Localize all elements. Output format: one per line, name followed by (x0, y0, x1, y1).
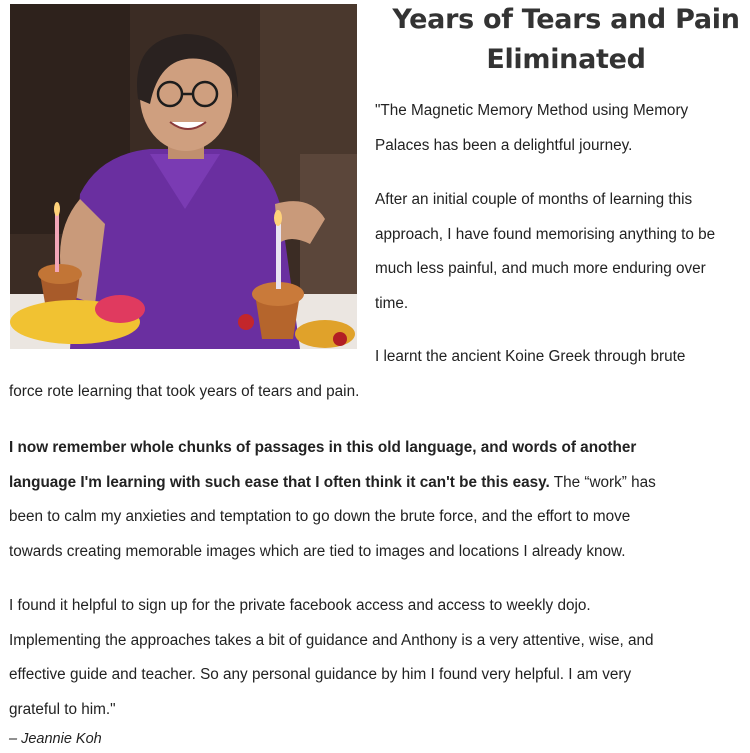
testimonial-signature: – Jeannie Koh (9, 731, 102, 747)
paragraph-4-line-4: towards creating memorable images which are tied to images and locations I already know. (9, 542, 626, 560)
paragraph-2-line-4: time. (375, 294, 409, 312)
paragraph-1-line-1: "The Magnetic Memory Method using Memory (375, 102, 689, 119)
photo-illustration (10, 4, 357, 349)
testimonial-paragraph-1 (375, 94, 688, 163)
paragraph-5-line-4: grateful to him." (9, 700, 116, 718)
paragraph-5-line-2: Implementing the approaches takes a bit of guidance and Anthony is a very attentive, wise, and (9, 631, 654, 649)
paragraph-4-line-3: been to calm my anxieties and temptation to go down the brute force, and the effort to move (9, 508, 631, 525)
testimonial-paragraph-5 (9, 589, 654, 727)
paragraph-5-line-1: I found it helpful to sign up for the private facebook access and access to weekly dojo. (9, 597, 591, 614)
paragraph-2-line-3: much less painful, and much more enduring over (375, 260, 706, 277)
paragraph-4-bold-line-2: language I'm learning with such ease that I often think it can't be this easy. (9, 473, 550, 491)
paragraph-1-line-2: Palaces has been a delightful journey. (375, 136, 633, 154)
page-title (380, 0, 750, 80)
paragraph-2-line-1: After an initial couple of months of learning this (375, 191, 693, 208)
testimonial-paragraph-2 (375, 183, 715, 321)
paragraph-3-line-1: I learnt the ancient Koine Greek through brute (375, 348, 686, 365)
paragraph-4-line-2 (9, 466, 656, 501)
testimonial-photo (10, 4, 357, 349)
paragraph-5-line-3: effective guide and teacher. So any personal guidance by him I found very helpful. I am very (9, 666, 632, 683)
paragraph-2-line-2: approach, I have found memorising anything to be (375, 225, 716, 243)
paragraph-4-bold-line-1: I now remember whole chunks of passages in this old language, and words of another (9, 439, 637, 456)
paragraph-3-line-2: force rote learning that took years of tears and pain. (9, 383, 360, 400)
testimonial-paragraph-4 (9, 431, 656, 569)
paragraph-4-normal-line-2: The “work” has (549, 473, 656, 491)
title-line-2: Eliminated (486, 44, 646, 75)
title-line-1: Years of Tears and Pain (392, 4, 740, 35)
